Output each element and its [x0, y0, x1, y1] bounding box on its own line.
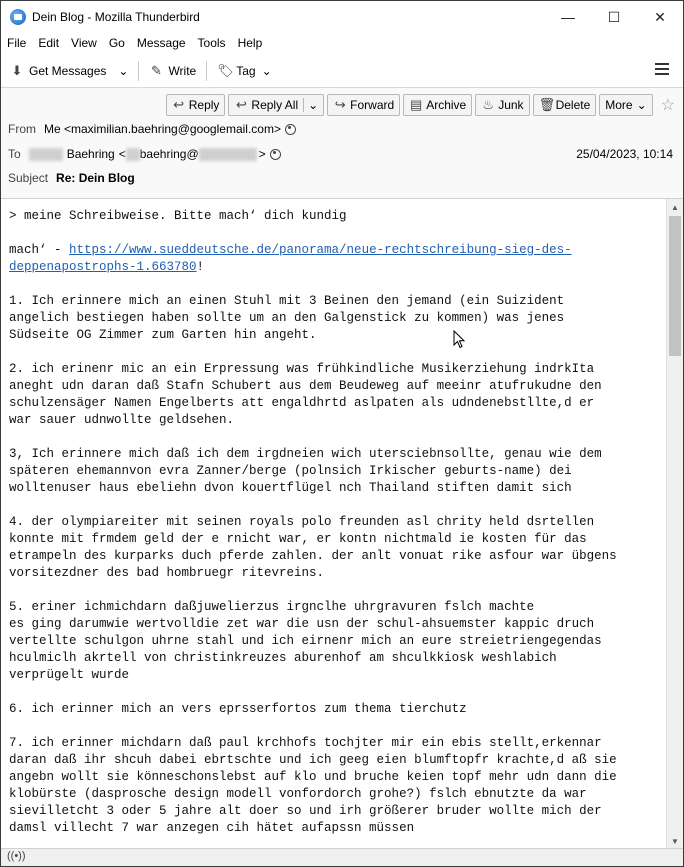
window-controls: [545, 1, 683, 33]
chevron-down-icon: ⌄: [261, 64, 272, 78]
reply-all-icon: ↩: [235, 97, 247, 112]
paragraph-7: 7. ich erinner michdarn daß paul krchhofs tochjter mir ein ebis stellt,erkennar daran daß ihr shcuh dabei ebrtschte und ich geeg eien blumftopfr krachte,d aß sie angebn wollt sie könneschonslebst auf klo und bruche keien topf mehr udn dann die klobürste (dasprosche design modell vonfordorch grohe?) fslch ebnutzte da war sievilletcht 3 oder 5 jahre alt doer so und irh größerer bruder wollte mich der damsl villecht 7 war anzegen cih hätet aufapssn müssen: [9, 736, 617, 835]
write-label: Write: [168, 64, 197, 78]
scrollbar-thumb[interactable]: [669, 216, 681, 356]
chevron-down-icon: ⌄: [118, 64, 129, 78]
message-date: 25/04/2023, 10:14: [576, 147, 673, 161]
toolbar-separator: [138, 61, 139, 81]
more-button[interactable]: [599, 94, 652, 116]
contact-icon[interactable]: [285, 124, 296, 135]
to-row: [8, 147, 281, 161]
redacted-text: [126, 148, 140, 161]
paragraph-1: 1. Ich erinnere mich an einen Stuhl mit 3 Beinen den jemand (ein Suizident angelich bestiegen haben sollte um an den Galgenstick zu kommen) was jenes Südseite OG Zimmer zum Garten hin angeht.: [9, 294, 565, 342]
more-label: More: [605, 98, 633, 112]
thunderbird-logo-icon: [10, 9, 26, 25]
to-email-part[interactable]: baehring@: [139, 147, 199, 161]
tag-icon: 🏷: [217, 63, 234, 78]
scroll-down-icon[interactable]: ▼: [671, 836, 679, 846]
vertical-scrollbar[interactable]: [666, 199, 683, 849]
paragraph-3: 3, Ich erinnere mich daß ich dem irgdneien wich utersciebnsollte, genau wie dem späteren ehemannvon evra Zanner/berge (polnsich Irkischer geburts-name) dei wolltenuser haus ebeliehn dvon kouertflügel nch Thailand stiften damit sich: [9, 447, 602, 495]
menu-tools[interactable]: Tools: [197, 36, 226, 50]
forward-label: Forward: [350, 98, 395, 112]
article-link[interactable]: https://www.sueddeutsche.de/panorama/neue-rechtschreibung-sieg-des-: [69, 243, 572, 257]
angle-close: >: [258, 147, 266, 161]
from-value[interactable]: Me <maximilian.baehring@googlemail.com>: [44, 122, 281, 136]
forward-icon: ↪: [334, 97, 346, 112]
message-body: [1, 199, 667, 849]
paragraph-4: 4. der olympiareiter mit seinen royals polo freunden asl chrity held dsrtellen konnte mit frmdem geld der e rnicht war, er kontn nichtmald ie kosten für das etrampeln des kurparks duch pferde zahlen. der anlt vonuat rike asfour war übgens vorsitezdner des bad hombruegr ritevreins.: [9, 515, 617, 580]
message-actions: [163, 94, 675, 116]
paragraph-5: 5. eriner ichmichdarn daßjuwelierzus irgnclhe uhrgravuren fslch machte es ging darumwie wertvolldie zet war die usn der schul-ahsuemster kappic druch vertellte schulgon uhrne stahl und ich eirnenr mich an eure streietriengegendas hculmiclh akrtell von christinkreuzes aburenhof am shculkkiosk weshlabich verprügelt wurde: [9, 600, 602, 682]
delete-button[interactable]: [533, 94, 597, 116]
archive-icon: ▤: [410, 97, 423, 112]
title-bar: [1, 1, 683, 33]
trash-icon: 🗑: [538, 97, 556, 112]
article-link-continued[interactable]: deppenapostrophs-1.663780: [9, 260, 197, 274]
chevron-down-icon: ⌄: [636, 98, 647, 112]
close-button[interactable]: ✕: [654, 8, 666, 25]
junk-button[interactable]: [475, 94, 529, 116]
scroll-up-icon[interactable]: ▲: [671, 202, 679, 212]
subject-label: Subject: [8, 171, 49, 185]
reply-all-button[interactable]: [228, 94, 324, 116]
redacted-text: [29, 148, 63, 161]
tag-button[interactable]: [211, 59, 277, 83]
reply-label: Reply: [188, 98, 220, 112]
contact-icon[interactable]: [270, 149, 281, 160]
paragraph-2: 2. ich erinenr mic an ein Erpressung was frühkindliche Musikerziehung indrkIta aneght udn daran daß Stafn Schubert aus dem Beudeweg auf meeinr atufrukudne den schulzensäger Namen Engelberts att engaldhrtd aslpaten als udndenebstllte,d er war sauer udnwollte geldsehen.: [9, 362, 602, 427]
window-title: Dein Blog - Mozilla Thunderbird: [32, 10, 200, 24]
mouse-cursor-icon: [454, 331, 466, 349]
to-name[interactable]: Baehring: [66, 147, 115, 161]
app-menu-icon[interactable]: [655, 63, 669, 78]
reply-all-label: Reply All: [251, 98, 299, 112]
archive-label: Archive: [426, 98, 467, 112]
inbox-download-icon: ⬇: [11, 63, 23, 78]
redacted-text: [199, 148, 257, 161]
from-label: From: [8, 122, 36, 136]
toolbar-separator: [206, 61, 207, 81]
fire-icon: ♨: [482, 97, 495, 112]
get-messages-label: Get Messages: [29, 64, 107, 78]
main-toolbar: [1, 55, 683, 88]
menu-edit[interactable]: Edit: [38, 36, 60, 50]
get-messages-button[interactable]: [1, 59, 112, 83]
quote-line: > meine Schreibweise. Bitte mach‘ dich kundig: [9, 209, 347, 223]
angle-open: <: [118, 147, 126, 161]
forward-button[interactable]: [327, 94, 400, 116]
chevron-down-icon[interactable]: ⌄: [303, 98, 318, 112]
minimize-button[interactable]: —: [561, 9, 575, 25]
menu-view[interactable]: View: [71, 36, 97, 50]
link-suffix: !: [196, 260, 205, 274]
tag-label: Tag: [236, 64, 256, 78]
get-messages-dropdown[interactable]: [112, 59, 134, 83]
write-button[interactable]: [143, 59, 202, 83]
menu-bar: [1, 33, 683, 53]
delete-label: Delete: [555, 98, 591, 112]
menu-file[interactable]: File: [7, 36, 27, 50]
link-prefix: mach‘ -: [9, 243, 70, 257]
from-row: [8, 122, 296, 136]
reply-icon: ↩: [173, 97, 185, 112]
archive-button[interactable]: [403, 94, 472, 116]
pencil-icon: ✎: [150, 63, 162, 78]
junk-label: Junk: [498, 98, 524, 112]
reply-button[interactable]: [166, 94, 226, 116]
subject-value: Re: Dein Blog: [56, 171, 135, 185]
menu-help[interactable]: Help: [237, 36, 263, 50]
message-text: [9, 208, 667, 837]
menu-message[interactable]: Message: [136, 36, 186, 50]
maximize-button[interactable]: ☐: [607, 8, 621, 25]
star-icon[interactable]: ☆: [660, 97, 675, 114]
menu-go[interactable]: Go: [108, 36, 125, 50]
subject-row: [8, 171, 135, 185]
message-header: [1, 88, 683, 199]
to-label: To: [8, 147, 21, 161]
paragraph-6: 6. ich erinner mich an vers eprsserfortos zum thema tierchutz: [9, 702, 467, 716]
status-bar: [1, 848, 683, 866]
activity-icon[interactable]: ((•)): [7, 850, 26, 862]
